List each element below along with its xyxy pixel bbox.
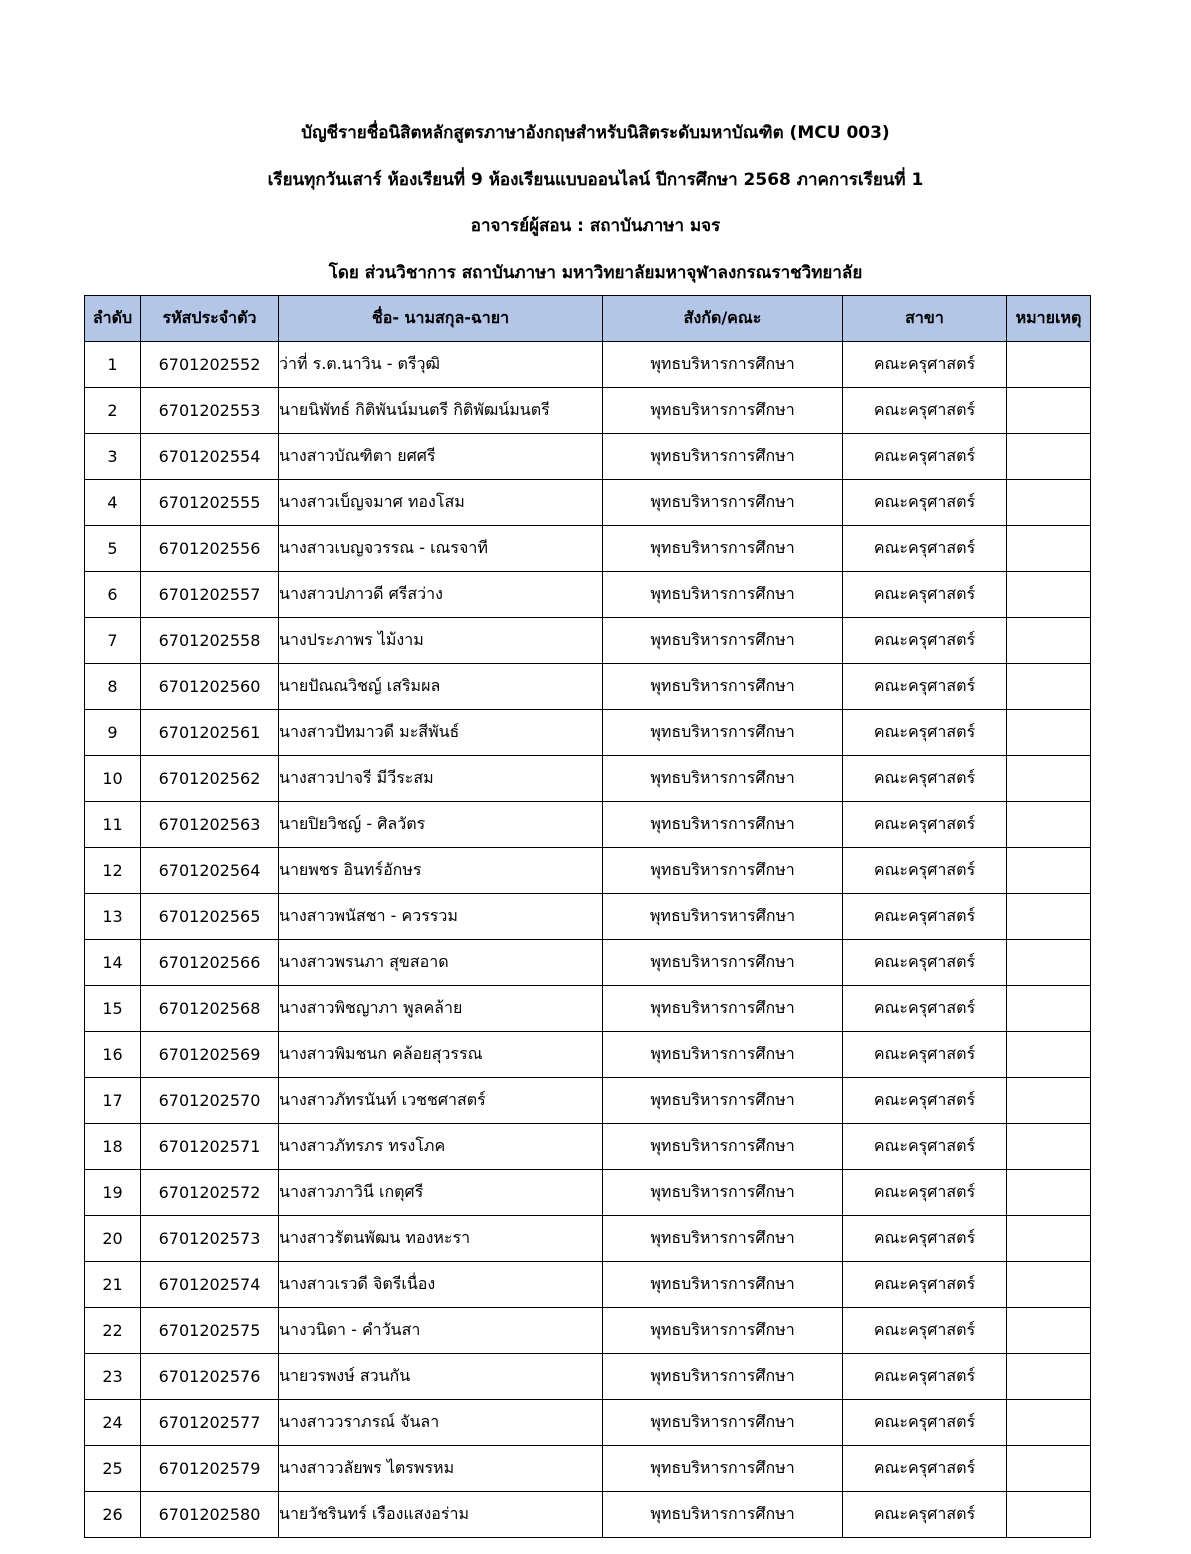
major-cell: คณะครุศาสตร์ bbox=[843, 572, 1007, 618]
remark-cell bbox=[1007, 1170, 1091, 1216]
remark-cell bbox=[1007, 756, 1091, 802]
faculty-cell: พุทธบริหารการศึกษา bbox=[603, 618, 843, 664]
major-cell: คณะครุศาสตร์ bbox=[843, 434, 1007, 480]
table-row bbox=[85, 710, 1091, 756]
remark-cell bbox=[1007, 664, 1091, 710]
faculty-cell: พุทธบริหารการศึกษา bbox=[603, 1078, 843, 1124]
remark-cell bbox=[1007, 388, 1091, 434]
faculty-cell: พุทธบริหารการศึกษา bbox=[603, 1492, 843, 1538]
student-id: 6701202552 bbox=[141, 342, 279, 388]
table-row bbox=[85, 526, 1091, 572]
remark-cell bbox=[1007, 526, 1091, 572]
row-number: 8 bbox=[85, 664, 141, 710]
table-row bbox=[85, 986, 1091, 1032]
class-schedule-line: เรียนทุกวันเสาร์ ห้องเรียนที่ 9 ห้องเรียนแบบออนไลน์ ปีการศึกษา 2568 ภาคการเรียนที่ 1 bbox=[267, 170, 924, 190]
major-cell: คณะครุศาสตร์ bbox=[843, 1492, 1007, 1538]
student-name: นางสาวเบ็ญจมาศ ทองโสม bbox=[279, 480, 603, 526]
faculty-cell: พุทธบริหารการศึกษา bbox=[603, 1124, 843, 1170]
student-id: 6701202554 bbox=[141, 434, 279, 480]
remark-cell bbox=[1007, 1354, 1091, 1400]
faculty-cell: พุทธบริหารการศึกษา bbox=[603, 526, 843, 572]
table-row bbox=[85, 1032, 1091, 1078]
faculty-cell: พุทธบริหารการศึกษา bbox=[603, 388, 843, 434]
student-name: นางสาวพรนภา สุขสอาด bbox=[279, 940, 603, 986]
remark-cell bbox=[1007, 434, 1091, 480]
major-cell: คณะครุศาสตร์ bbox=[843, 1124, 1007, 1170]
student-name: นายปัณณวิชญ์ เสริมผล bbox=[279, 664, 603, 710]
major-cell: คณะครุศาสตร์ bbox=[843, 986, 1007, 1032]
student-name: นายปิยวิชญ์ - ศิลวัตร bbox=[279, 802, 603, 848]
student-id: 6701202571 bbox=[141, 1124, 279, 1170]
faculty-cell: พุทธบริหารการศึกษา bbox=[603, 1308, 843, 1354]
row-number: 7 bbox=[85, 618, 141, 664]
organization-line: โดย ส่วนวิชาการ สถาบันภาษา มหาวิทยาลัยมหาจุฬาลงกรณราชวิทยาลัย bbox=[328, 263, 863, 283]
table-row bbox=[85, 1354, 1091, 1400]
student-name: นางสาวภัทรนันท์ เวชชศาสตร์ bbox=[279, 1078, 603, 1124]
major-cell: คณะครุศาสตร์ bbox=[843, 1170, 1007, 1216]
student-name: นางสาวเรวดี จิตรีเนื่อง bbox=[279, 1262, 603, 1308]
remark-cell bbox=[1007, 894, 1091, 940]
major-cell: คณะครุศาสตร์ bbox=[843, 940, 1007, 986]
faculty-cell: พุทธบริหารการศึกษา bbox=[603, 434, 843, 480]
row-number: 10 bbox=[85, 756, 141, 802]
student-name: นางวนิดา - คำวันสา bbox=[279, 1308, 603, 1354]
student-name: นายวัชรินทร์ เรืองแสงอร่าม bbox=[279, 1492, 603, 1538]
remark-cell bbox=[1007, 1078, 1091, 1124]
student-name: นายนิพัทธ์ กิติพันน์มนตรี กิติพัฒน์มนตรี bbox=[279, 388, 603, 434]
table-row bbox=[85, 848, 1091, 894]
table-row bbox=[85, 342, 1091, 388]
major-cell: คณะครุศาสตร์ bbox=[843, 388, 1007, 434]
faculty-cell: พุทธบริหารการศึกษา bbox=[603, 1170, 843, 1216]
row-number: 16 bbox=[85, 1032, 141, 1078]
table-row bbox=[85, 894, 1091, 940]
student-name: นางสาวรัตนพัฒน ทองหะรา bbox=[279, 1216, 603, 1262]
row-number: 17 bbox=[85, 1078, 141, 1124]
student-name: นางสาวพิชญาภา พูลคล้าย bbox=[279, 986, 603, 1032]
student-name: นางสาวพนัสชา - ควรรวม bbox=[279, 894, 603, 940]
table-row bbox=[85, 1124, 1091, 1170]
student-id: 6701202574 bbox=[141, 1262, 279, 1308]
remark-cell bbox=[1007, 480, 1091, 526]
row-number: 5 bbox=[85, 526, 141, 572]
major-cell: คณะครุศาสตร์ bbox=[843, 1354, 1007, 1400]
remark-cell bbox=[1007, 986, 1091, 1032]
remark-cell bbox=[1007, 1492, 1091, 1538]
major-cell: คณะครุศาสตร์ bbox=[843, 710, 1007, 756]
remark-cell bbox=[1007, 572, 1091, 618]
row-number: 20 bbox=[85, 1216, 141, 1262]
faculty-cell: พุทธบริหารการศึกษา bbox=[603, 756, 843, 802]
row-number: 4 bbox=[85, 480, 141, 526]
row-number: 18 bbox=[85, 1124, 141, 1170]
faculty-cell: พุทธบริหารการศึกษา bbox=[603, 802, 843, 848]
student-id: 6701202568 bbox=[141, 986, 279, 1032]
student-id: 6701202557 bbox=[141, 572, 279, 618]
student-id: 6701202564 bbox=[141, 848, 279, 894]
student-id: 6701202566 bbox=[141, 940, 279, 986]
faculty-cell: พุทธบริหารการศึกษา bbox=[603, 1354, 843, 1400]
student-id: 6701202575 bbox=[141, 1308, 279, 1354]
faculty-cell: พุทธบริหารการศึกษา bbox=[603, 1400, 843, 1446]
faculty-cell: พุทธบริหารการศึกษา bbox=[603, 1216, 843, 1262]
major-cell: คณะครุศาสตร์ bbox=[843, 848, 1007, 894]
student-name: นางสาวภาวินี เกตุศรี bbox=[279, 1170, 603, 1216]
column-header-faculty: สังกัด/คณะ bbox=[603, 296, 843, 342]
major-cell: คณะครุศาสตร์ bbox=[843, 664, 1007, 710]
table-row bbox=[85, 1170, 1091, 1216]
table-row bbox=[85, 1308, 1091, 1354]
table-row bbox=[85, 756, 1091, 802]
table-row bbox=[85, 664, 1091, 710]
student-id: 6701202576 bbox=[141, 1354, 279, 1400]
row-number: 25 bbox=[85, 1446, 141, 1492]
student-id: 6701202565 bbox=[141, 894, 279, 940]
faculty-cell: พุทธบริหารการศึกษา bbox=[603, 572, 843, 618]
faculty-cell: พุทธบริหารการศึกษา bbox=[603, 986, 843, 1032]
major-cell: คณะครุศาสตร์ bbox=[843, 802, 1007, 848]
row-number: 23 bbox=[85, 1354, 141, 1400]
faculty-cell: พุทธบริหารการศึกษา bbox=[603, 480, 843, 526]
column-header-remark: หมายเหตุ bbox=[1007, 296, 1091, 342]
table-row bbox=[85, 802, 1091, 848]
remark-cell bbox=[1007, 848, 1091, 894]
remark-cell bbox=[1007, 1400, 1091, 1446]
row-number: 9 bbox=[85, 710, 141, 756]
row-number: 26 bbox=[85, 1492, 141, 1538]
student-id: 6701202563 bbox=[141, 802, 279, 848]
major-cell: คณะครุศาสตร์ bbox=[843, 618, 1007, 664]
table-row bbox=[85, 1078, 1091, 1124]
major-cell: คณะครุศาสตร์ bbox=[843, 1262, 1007, 1308]
remark-cell bbox=[1007, 1308, 1091, 1354]
faculty-cell: พุทธบริหารการศึกษา bbox=[603, 940, 843, 986]
student-name: นางสาวปภาวดี ศรีสว่าง bbox=[279, 572, 603, 618]
row-number: 13 bbox=[85, 894, 141, 940]
major-cell: คณะครุศาสตร์ bbox=[843, 1308, 1007, 1354]
table-row bbox=[85, 434, 1091, 480]
table-row bbox=[85, 1262, 1091, 1308]
table-row bbox=[85, 480, 1091, 526]
table-row bbox=[85, 1400, 1091, 1446]
row-number: 12 bbox=[85, 848, 141, 894]
major-cell: คณะครุศาสตร์ bbox=[843, 1032, 1007, 1078]
student-id: 6701202560 bbox=[141, 664, 279, 710]
remark-cell bbox=[1007, 940, 1091, 986]
major-cell: คณะครุศาสตร์ bbox=[843, 756, 1007, 802]
student-id: 6701202555 bbox=[141, 480, 279, 526]
column-header-no: ลำดับ bbox=[85, 296, 141, 342]
student-name: นางสาวภัทรภร ทรงโภค bbox=[279, 1124, 603, 1170]
faculty-cell: พุทธบริหารการศึกษา bbox=[603, 710, 843, 756]
table-row bbox=[85, 618, 1091, 664]
row-number: 2 bbox=[85, 388, 141, 434]
student-id: 6701202553 bbox=[141, 388, 279, 434]
table-header-row bbox=[85, 296, 1091, 342]
row-number: 11 bbox=[85, 802, 141, 848]
student-name: นางสาวบัณฑิตา ยศศรี bbox=[279, 434, 603, 480]
table-row bbox=[85, 1216, 1091, 1262]
remark-cell bbox=[1007, 618, 1091, 664]
student-roster-table bbox=[84, 295, 1091, 1538]
row-number: 1 bbox=[85, 342, 141, 388]
major-cell: คณะครุศาสตร์ bbox=[843, 342, 1007, 388]
student-id: 6701202572 bbox=[141, 1170, 279, 1216]
major-cell: คณะครุศาสตร์ bbox=[843, 1446, 1007, 1492]
remark-cell bbox=[1007, 1216, 1091, 1262]
remark-cell bbox=[1007, 342, 1091, 388]
major-cell: คณะครุศาสตร์ bbox=[843, 526, 1007, 572]
remark-cell bbox=[1007, 1262, 1091, 1308]
row-number: 3 bbox=[85, 434, 141, 480]
table-row bbox=[85, 1446, 1091, 1492]
faculty-cell: พุทธบริหารหารศึกษา bbox=[603, 894, 843, 940]
faculty-cell: พุทธบริหารการศึกษา bbox=[603, 848, 843, 894]
faculty-cell: พุทธบริหารการศึกษา bbox=[603, 342, 843, 388]
major-cell: คณะครุศาสตร์ bbox=[843, 894, 1007, 940]
student-name: นายพชร อินทร์อักษร bbox=[279, 848, 603, 894]
row-number: 6 bbox=[85, 572, 141, 618]
student-name: นายวรพงษ์ สวนกัน bbox=[279, 1354, 603, 1400]
remark-cell bbox=[1007, 1446, 1091, 1492]
student-id: 6701202562 bbox=[141, 756, 279, 802]
faculty-cell: พุทธบริหารการศึกษา bbox=[603, 1446, 843, 1492]
major-cell: คณะครุศาสตร์ bbox=[843, 1078, 1007, 1124]
table-row bbox=[85, 388, 1091, 434]
column-header-name: ชื่อ- นามสกุล-ฉายา bbox=[279, 296, 603, 342]
remark-cell bbox=[1007, 802, 1091, 848]
student-id: 6701202580 bbox=[141, 1492, 279, 1538]
column-header-student-id: รหัสประจำตัว bbox=[141, 296, 279, 342]
student-id: 6701202579 bbox=[141, 1446, 279, 1492]
remark-cell bbox=[1007, 1032, 1091, 1078]
table-body bbox=[85, 342, 1091, 1538]
table-row bbox=[85, 1492, 1091, 1538]
instructor-line: อาจารย์ผู้สอน : สถาบันภาษา มจร bbox=[470, 216, 721, 236]
student-name: นางสาวปาจรี มีวีระสม bbox=[279, 756, 603, 802]
row-number: 15 bbox=[85, 986, 141, 1032]
major-cell: คณะครุศาสตร์ bbox=[843, 480, 1007, 526]
student-id: 6701202577 bbox=[141, 1400, 279, 1446]
student-id: 6701202561 bbox=[141, 710, 279, 756]
faculty-cell: พุทธบริหารการศึกษา bbox=[603, 1262, 843, 1308]
table-row bbox=[85, 940, 1091, 986]
student-name: นางสาวพิมชนก คล้อยสุวรรณ bbox=[279, 1032, 603, 1078]
major-cell: คณะครุศาสตร์ bbox=[843, 1216, 1007, 1262]
row-number: 14 bbox=[85, 940, 141, 986]
student-id: 6701202569 bbox=[141, 1032, 279, 1078]
student-id: 6701202573 bbox=[141, 1216, 279, 1262]
student-id: 6701202570 bbox=[141, 1078, 279, 1124]
faculty-cell: พุทธบริหารการศึกษา bbox=[603, 1032, 843, 1078]
student-name: นางสาวเบญจวรรณ - เณรจาที bbox=[279, 526, 603, 572]
remark-cell bbox=[1007, 710, 1091, 756]
row-number: 21 bbox=[85, 1262, 141, 1308]
student-name: ว่าที่ ร.ต.นาวิน - ตรีวุฒิ bbox=[279, 342, 603, 388]
row-number: 22 bbox=[85, 1308, 141, 1354]
student-name: นางประภาพร ไม้งาม bbox=[279, 618, 603, 664]
student-name: นางสาวปัทมาวดี มะสีพันธ์ bbox=[279, 710, 603, 756]
student-id: 6701202556 bbox=[141, 526, 279, 572]
student-name: นางสาววราภรณ์ จันลา bbox=[279, 1400, 603, 1446]
student-name: นางสาววลัยพร ไตรพรหม bbox=[279, 1446, 603, 1492]
remark-cell bbox=[1007, 1124, 1091, 1170]
faculty-cell: พุทธบริหารการศึกษา bbox=[603, 664, 843, 710]
student-id: 6701202558 bbox=[141, 618, 279, 664]
table-row bbox=[85, 572, 1091, 618]
row-number: 19 bbox=[85, 1170, 141, 1216]
document-title: บัญชีรายชื่อนิสิตหลักสูตรภาษาอังกฤษสำหรับนิสิตระดับมหาบัณฑิต (MCU 003) bbox=[301, 123, 890, 143]
major-cell: คณะครุศาสตร์ bbox=[843, 1400, 1007, 1446]
column-header-major: สาขา bbox=[843, 296, 1007, 342]
row-number: 24 bbox=[85, 1400, 141, 1446]
